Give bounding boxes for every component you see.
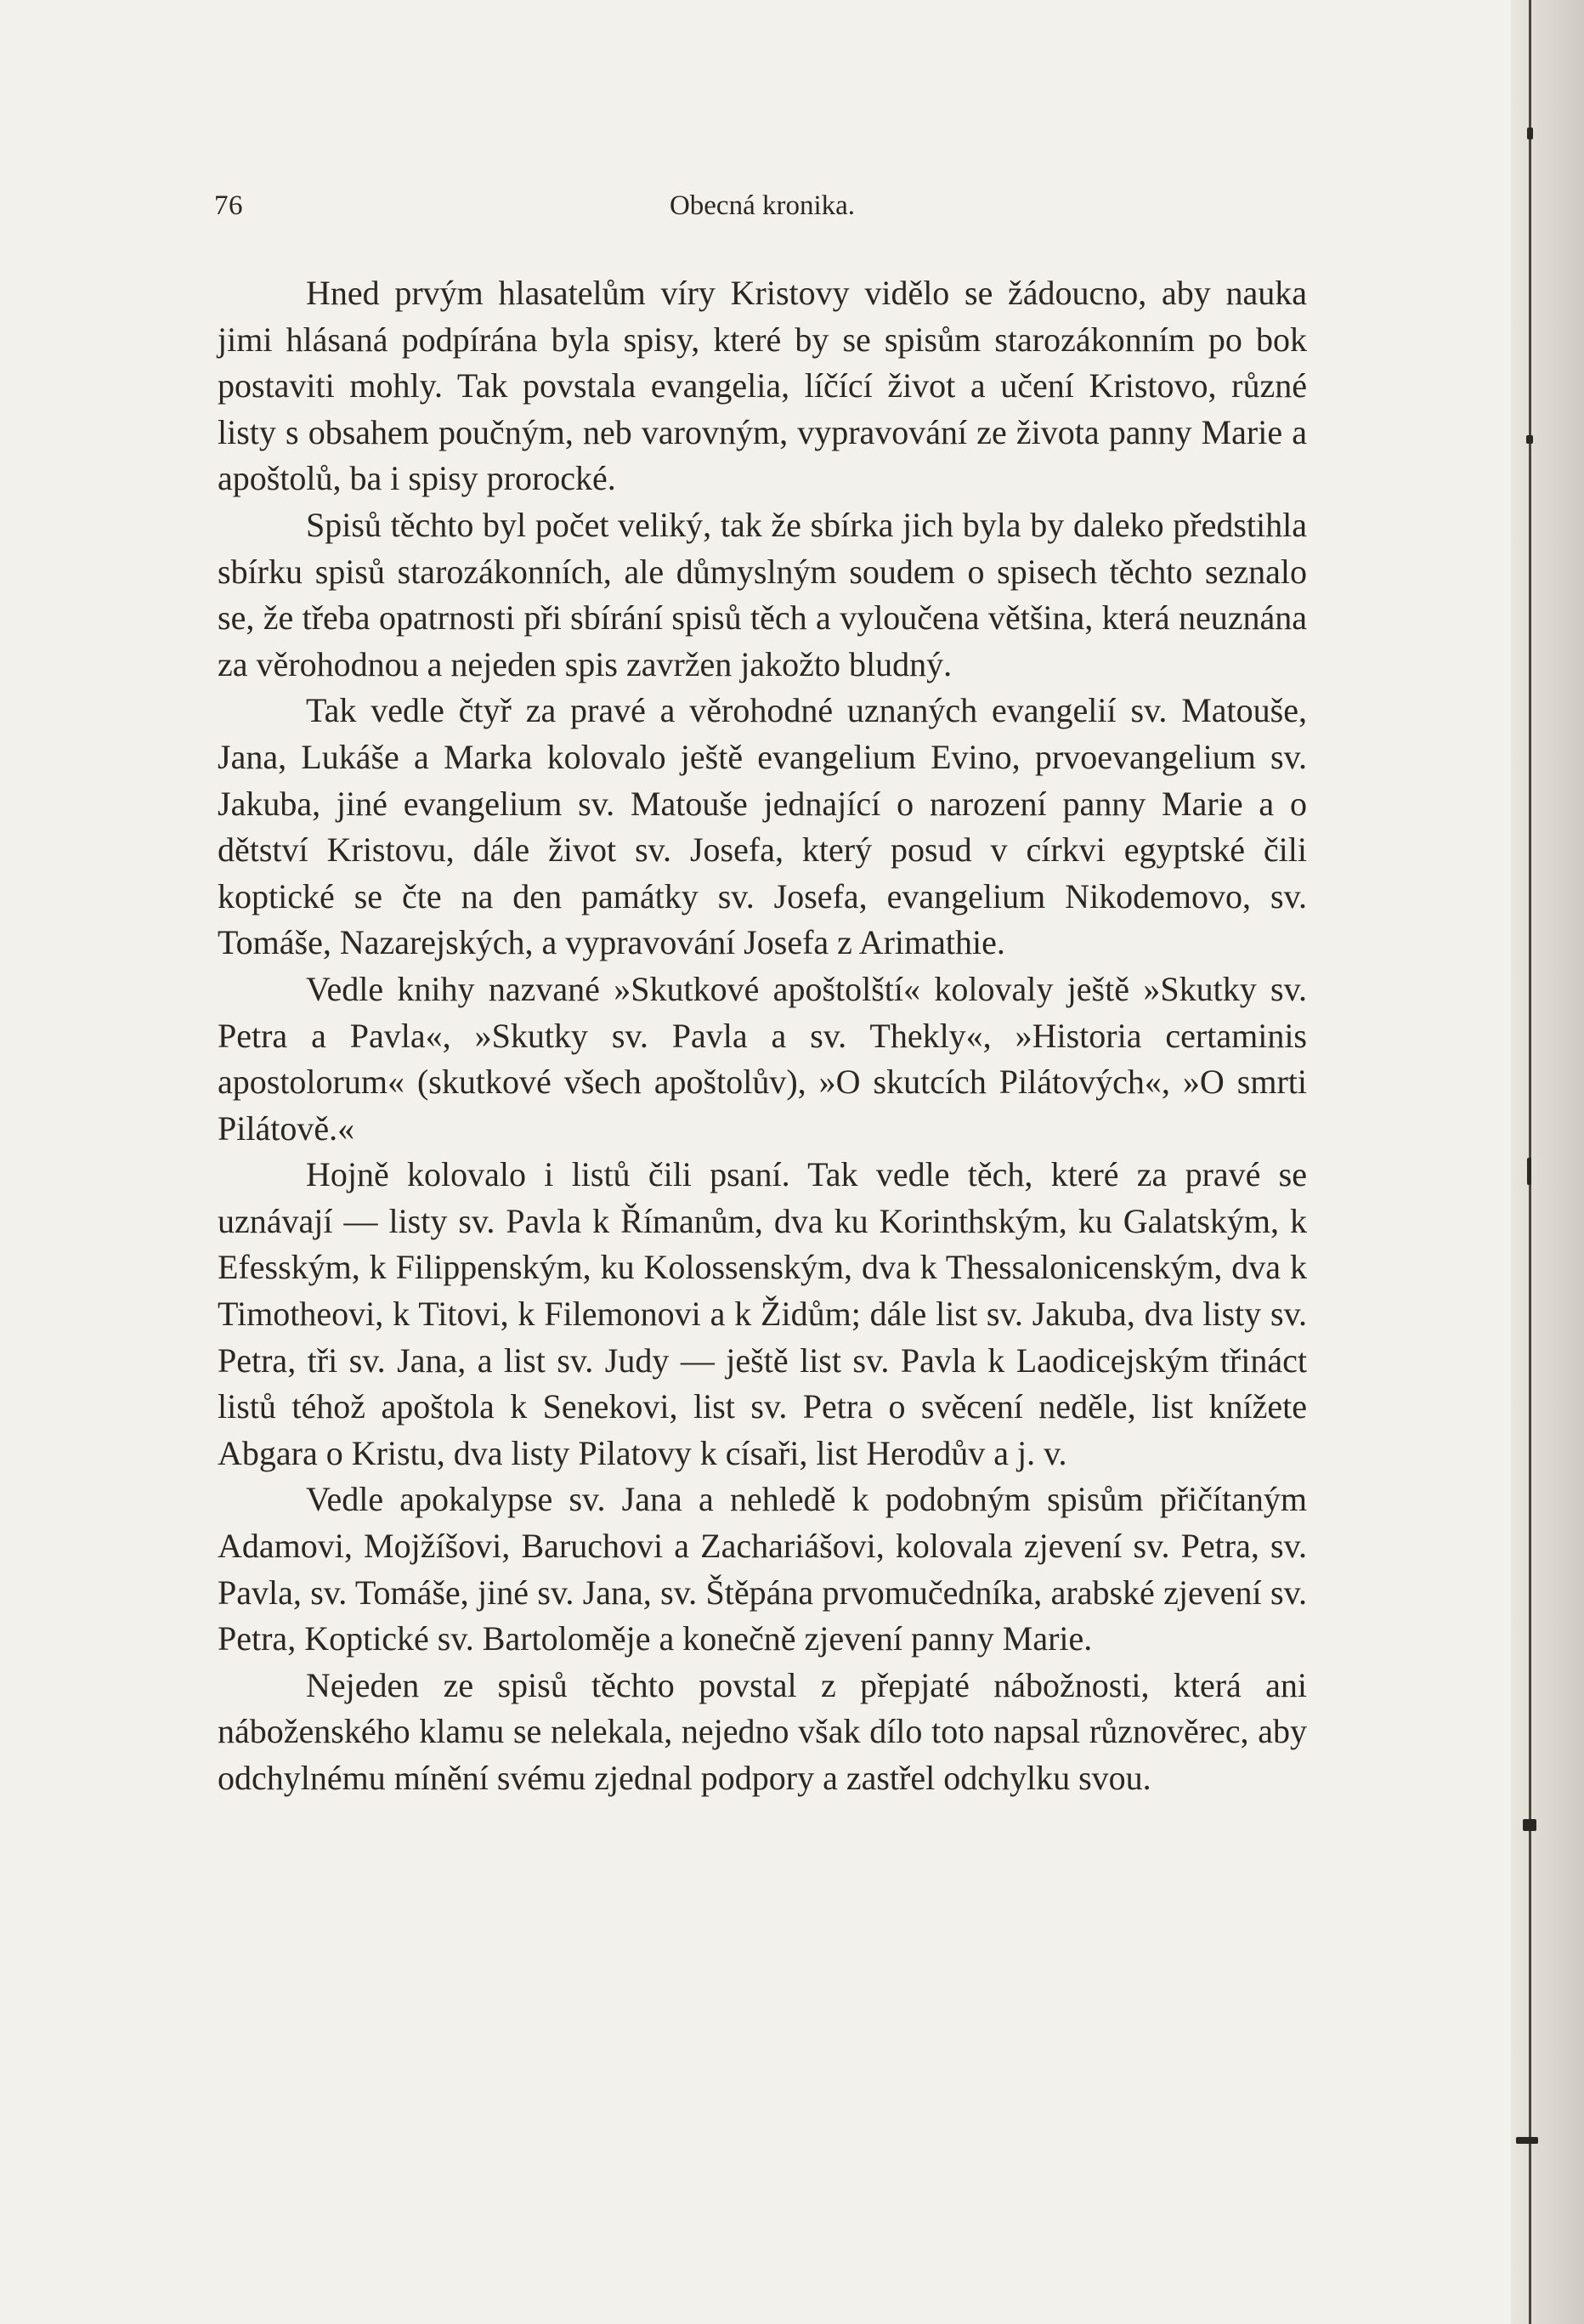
scan-page-edge [1511, 0, 1584, 2324]
paragraph: Spisů těchto byl počet veliký, tak že sbírka jich byla by daleko předstihla sbírku spisů starozákonních, ale důmyslným soudem o spisech těchto seznalo se, že třeba opatrnosti při sbírání spisů těch a vyloučena většina, která neuznána za věrohodnou a nejeden spis zavržen jakožto bludný. [218, 505, 1307, 683]
running-title: Obecná kronika. [669, 190, 856, 221]
scan-edge-mark [1523, 1819, 1536, 1831]
paragraph: Vedle knihy nazvané »Skutkové apoštolští« kolovaly ještě »Skutky sv. Petra a Pavla«, »Skutky sv. Pavla a sv. Thekly«, »Historia certaminis apostolorum« (skutkové všech apoštolův), »O skutcích Pilátových«, »O smrti Pilátově.« [218, 969, 1307, 1148]
page-number: 76 [214, 190, 243, 221]
scan-edge-mark [1527, 1158, 1531, 1185]
scan-edge-mark [1526, 435, 1533, 444]
paragraph: Tak vedle čtyř za pravé a věrohodné uznaných evangelií sv. Matouše, Jana, Lukáše a Marka kolovalo ještě evangelium Evino, prvoevangelium sv. Jakuba, jiné evangelium sv. Matouše jednající o narození panny Marie a o dětství Kristovu, dále život sv. Josefa, který posud v církvi egyptské čili koptické se čte na den památky sv. Josefa, evangelium Nikodemovo, sv. Tomáše, Nazarejských, a vypravování Josefa z Arimathie. [218, 691, 1307, 962]
scan-edge-mark [1527, 128, 1533, 139]
page-header [214, 190, 1310, 233]
text-body [218, 270, 1307, 1802]
paragraph: Vedle apokalypse sv. Jana a nehledě k podobným spisům přičítaným Adamovi, Mojžíšovi, Baruchovi a Zachariášovi, kolovala zjevení sv. Petra, sv. Pavla, sv. Tomáše, jiné sv. Jana, sv. Štěpána prvomučedníka, arabské zjevení sv. Petra, Koptické sv. Bartoloměje a konečně zjevení panny Marie. [218, 1480, 1307, 1658]
paragraph: Nejeden ze spisů těchto povstal z přepjaté nábožnosti, která ani náboženského klamu se nelekala, nejedno však dílo toto napsal různověrec, aby odchylnému mínění svému zjednal podpory a zastřel odchylku svou. [218, 1665, 1307, 1797]
paragraph: Hned prvým hlasatelům víry Kristovy vidělo se žádoucno, aby nauka jimi hlásaná podpírána byla spisy, které by se spisům starozákonním po bok postaviti mohly. Tak povstala evangelia, líčící život a učení Kristovo, různé listy s obsahem poučným, neb varovným, vypravování ze života panny Marie a apoštolů, ba i spisy prorocké. [218, 274, 1307, 498]
scan-edge-mark [1516, 2137, 1538, 2144]
paragraph: Hojně kolovalo i listů čili psaní. Tak vedle těch, které za pravé se uznávají — listy sv. Pavla k Římanům, dva ku Korinthským, ku Galatským, k Efesským, k Filippenským, ku Kolossenským, dva k Thessalonicenským, dva k Timotheovi, k Titovi, k Filemonovi a k Židům; dále list sv. Jakuba, dva listy sv. Petra, tři sv. Jana, a list sv. Judy — ještě list sv. Pavla k Laodicejským třináct listů téhož apoštola k Senekovi, list sv. Petra o svěcení neděle, list knížete Abgara o Kristu, dva listy Pilatovy k císaři, list Herodův a j. v. [218, 1155, 1307, 1472]
